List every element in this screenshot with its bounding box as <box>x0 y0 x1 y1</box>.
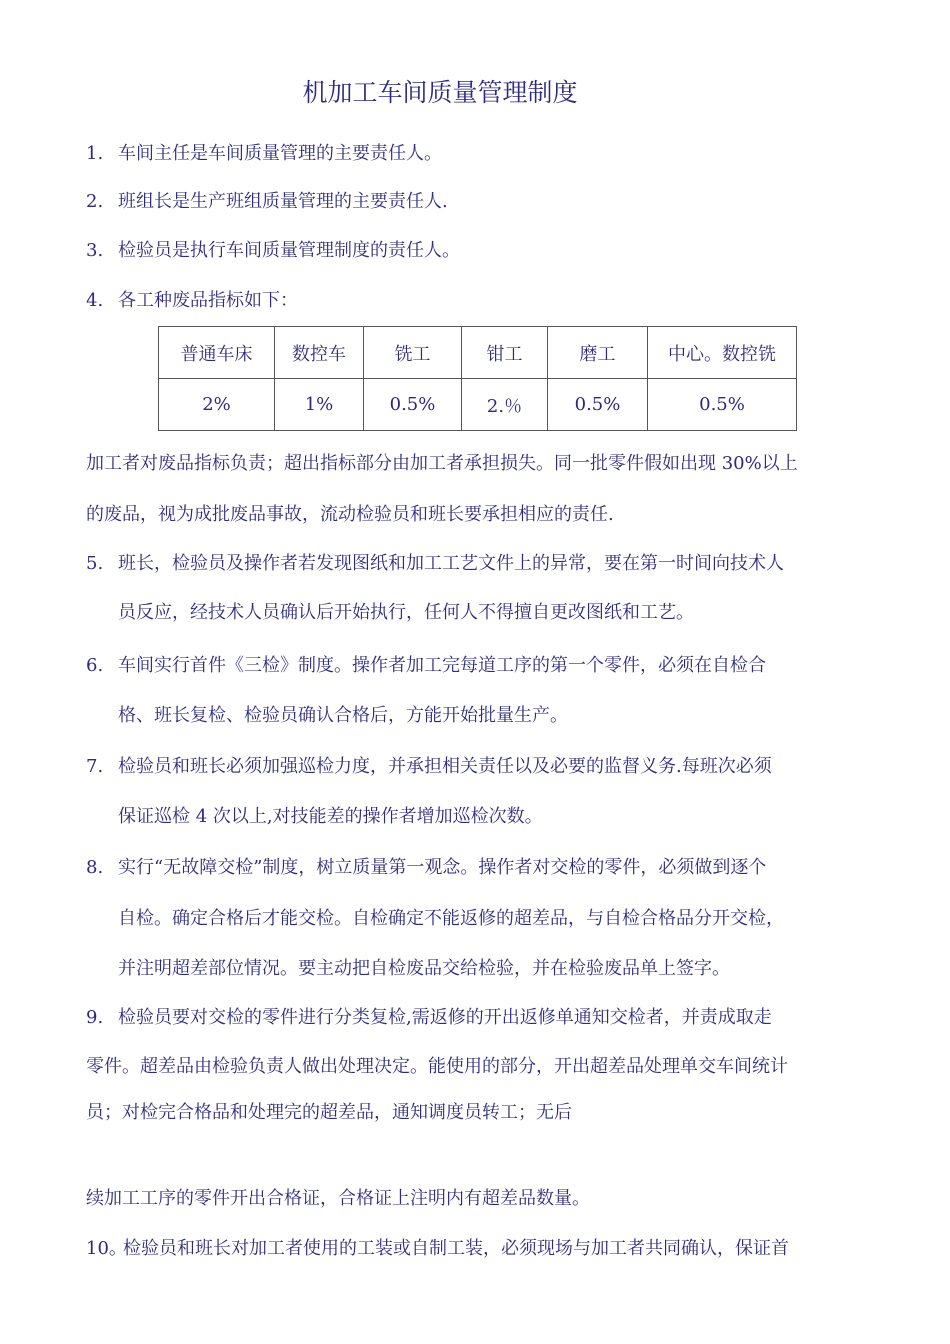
item-text: 检验员是执行车间质量管理制度的责任人。 <box>118 240 460 261</box>
rule-item-5 <box>86 551 784 577</box>
item-text: 车间实行首件《三检》制度。操作者加工完每道工序的第一个零件，必须在自检合 <box>118 655 766 676</box>
table-cell: 0.5% <box>364 379 462 431</box>
table-cell: 1% <box>275 379 364 431</box>
table-header-cell: 数控车 <box>275 327 364 379</box>
scrap-rate-table <box>158 326 797 431</box>
item-text: 班组长是生产班组质量管理的主要责任人. <box>118 191 448 212</box>
item-number: 7. <box>86 756 104 777</box>
item-number: 10。 <box>86 1238 127 1259</box>
item-text: 检验员要对交检的零件进行分类复检,需返修的开出返修单通知交检者，并责成取走 <box>118 1007 772 1028</box>
paragraph-line: 加工者对废品指标负责；超出指标部分由加工者承担损失。同一批零件假如出现 30%以上 <box>86 453 798 474</box>
item-text-continuation: 保证巡检 4 次以上,对技能差的操作者增加巡检次数。 <box>118 806 543 827</box>
item-number: 4. <box>86 290 104 311</box>
item-text-continuation: 并注明超差部位情况。要主动把自检废品交给检验，并在检验废品单上签字。 <box>118 958 730 979</box>
item-text-continuation: 自检。确定合格后才能交检。自检确定不能返修的超差品，与自检合格品分开交检， <box>118 908 784 929</box>
item-number: 9. <box>86 1007 104 1028</box>
table-cell: 2.％ <box>462 379 548 431</box>
rule-item-8 <box>86 855 766 881</box>
paragraph-line: 续加工工序的零件开出合格证，合格证上注明内有超差品数量。 <box>86 1188 590 1209</box>
rule-item-10 <box>86 1236 789 1262</box>
rule-item-6 <box>86 653 766 679</box>
rule-item-4 <box>86 288 298 314</box>
rule-item-2 <box>86 189 448 215</box>
item-number: 1. <box>86 143 104 164</box>
table-header-cell: 中心。数控铣 <box>648 327 797 379</box>
rule-item-9 <box>86 1005 772 1031</box>
item-number: 2. <box>86 191 104 212</box>
table-header-row <box>159 327 797 379</box>
item-text: 实行“无故障交检”制度，树立质量第一观念。操作者对交检的零件，必须做到逐个 <box>118 857 767 878</box>
item-text: 检验员和班长必须加强巡检力度，并承担相关责任以及必要的监督义务.每班次必须 <box>118 756 772 777</box>
item-text: 各工种废品指标如下： <box>118 290 298 311</box>
item-number: 8. <box>86 857 104 878</box>
table-header-cell: 铣工 <box>364 327 462 379</box>
item-text: 检验员和班长对加工者使用的工装或自制工装，必须现场与加工者共同确认，保证首 <box>123 1238 789 1259</box>
table-header-cell: 普通车床 <box>159 327 275 379</box>
paragraph-line: 员；对检完合格品和处理完的超差品，通知调度员转工；无后 <box>86 1102 572 1123</box>
paragraph-line: 的废品，视为成批废品事故，流动检验员和班长要承担相应的责任. <box>86 504 614 525</box>
document-title: 机加工车间质量管理制度 <box>302 78 578 107</box>
table-header-cell: 磨工 <box>548 327 648 379</box>
item-number: 6. <box>86 655 104 676</box>
rule-item-7 <box>86 754 772 780</box>
table-cell: 0.5% <box>548 379 648 431</box>
table-cell: 0.5% <box>648 379 797 431</box>
item-text: 车间主任是车间质量管理的主要责任人。 <box>118 143 442 164</box>
rule-item-1 <box>86 141 442 167</box>
item-text: 班长，检验员及操作者若发现图纸和加工工艺文件上的异常，要在第一时间向技术人 <box>118 553 784 574</box>
table-header-cell: 钳工 <box>462 327 548 379</box>
paragraph-line: 零件。超差品由检验负责人做出处理决定。能使用的部分，开出超差品处理单交车间统计 <box>86 1056 788 1077</box>
item-text-continuation: 格、班长复检、检验员确认合格后，方能开始批量生产。 <box>118 705 568 726</box>
item-text-continuation: 员反应，经技术人员确认后开始执行，任何人不得擅自更改图纸和工艺。 <box>118 602 694 623</box>
item-number: 3. <box>86 240 104 261</box>
item-number: 5. <box>86 553 104 574</box>
rule-item-3 <box>86 238 460 264</box>
table-cell: 2% <box>159 379 275 431</box>
table-row <box>159 379 797 431</box>
